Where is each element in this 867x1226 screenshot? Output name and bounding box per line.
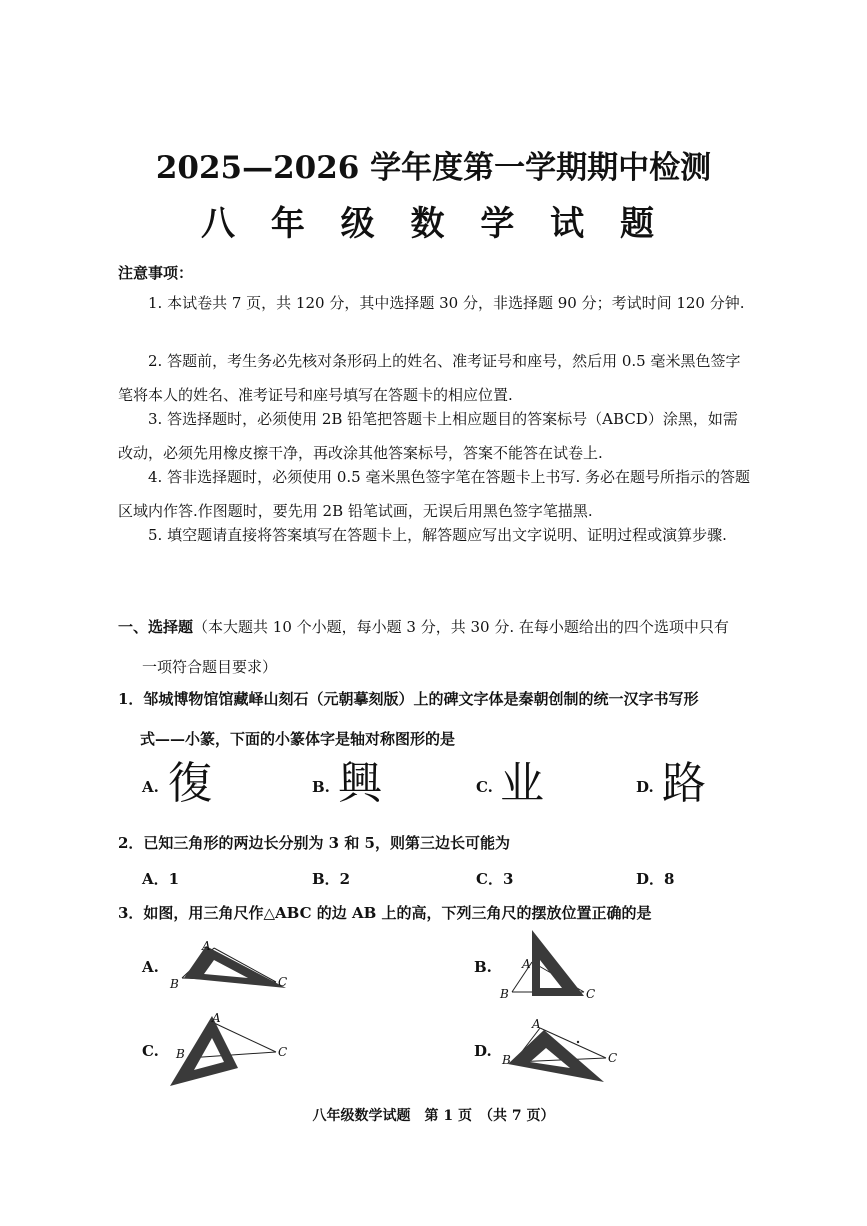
seal-glyph: 业 bbox=[500, 758, 544, 809]
vertex-label: B bbox=[176, 1047, 185, 1061]
vertex-label: A bbox=[532, 1017, 541, 1031]
notice-item: 3. 答选择题时，必须使用 2B 铅笔把答题卡上相应题目的答案标号（ABCD）涂黑，如需改动，必须先用橡皮擦干净，再改涂其他答案标号，答案不能答在试卷上. bbox=[118, 410, 738, 462]
option-label: A. bbox=[142, 958, 159, 976]
question-text-cont: 式——小篆，下面的小篆体字是轴对称图形的是 bbox=[140, 730, 456, 748]
vertex-label: A bbox=[522, 957, 531, 971]
section-desc: （本大题共 10 个小题，每小题 3 分，共 30 分. 在每小题给出的四个选项中只有 bbox=[193, 618, 729, 636]
option-label: D. bbox=[474, 1042, 492, 1060]
section-title: 一、选择题 bbox=[118, 618, 194, 636]
question-text: 3．如图，用三角尺作△ABC 的边 AB 上的高，下列三角尺的摆放位置正确的是 bbox=[118, 904, 652, 922]
seal-glyph: 興 bbox=[338, 758, 382, 809]
page-footer: 八年级数学试题 第 1 页 （共 7 页） bbox=[312, 1108, 555, 1124]
exam-title: 2025—2026 学年度第一学期期中检测 bbox=[155, 150, 712, 186]
section-desc-cont: 一项符合题目要求） bbox=[142, 658, 278, 676]
vertex-label: B bbox=[502, 1053, 511, 1067]
question-text: 1．邹城博物馆馆藏峄山刻石（元朝摹刻版）上的碑文字体是秦朝创制的统一汉字书写形 bbox=[118, 690, 699, 708]
option-label: D. bbox=[636, 778, 654, 796]
option-label: A. bbox=[142, 778, 159, 796]
option-label: B. bbox=[474, 958, 492, 976]
notice-item: 1. 本试卷共 7 页，共 120 分，其中选择题 30 分，非选择题 90 分；考试时间 120 分钟. bbox=[148, 294, 745, 312]
notice-item: 2. 答题前，考生务必先核对条形码上的姓名、准考证号和座号，然后用 0.5 毫米黑色签字笔将本人的姓名、准考证号和座号填写在答题卡的相应位置. bbox=[118, 352, 741, 404]
option-b: B．2 bbox=[312, 870, 351, 888]
vertex-label: C bbox=[278, 975, 288, 989]
notice-item: 4. 答非选择题时，必须使用 0.5 毫米黑色签字笔在答题卡上书写. 务必在题号所指示的答题区域内作答.作图题时，要先用 2B 铅笔试画，无误后用黑色签字笔描黑. bbox=[118, 468, 751, 520]
vertex-label: C bbox=[608, 1051, 618, 1065]
vertex-label: B bbox=[170, 977, 179, 991]
vertex-label: C bbox=[586, 987, 596, 1001]
option-label: C. bbox=[476, 778, 493, 796]
notice-heading: 注意事项： bbox=[118, 264, 194, 282]
seal-glyph: 路 bbox=[662, 758, 706, 809]
vertex-label: C bbox=[278, 1045, 288, 1059]
exam-subtitle: 八 年 级 数 学 试 题 bbox=[200, 204, 667, 244]
option-d: D．8 bbox=[636, 870, 675, 888]
option-label: C. bbox=[142, 1042, 159, 1060]
question-text: 2．已知三角形的两边长分别为 3 和 5，则第三边长可能为 bbox=[118, 834, 510, 852]
notice-item: 5. 填空题请直接将答案填写在答题卡上，解答题应写出文字说明、证明过程或演算步骤. bbox=[148, 526, 727, 544]
option-a: A．1 bbox=[142, 870, 180, 888]
option-c: C．3 bbox=[476, 870, 514, 888]
vertex-label: B bbox=[500, 987, 509, 1001]
vertex-label: A bbox=[202, 939, 211, 953]
vertex-label: A bbox=[212, 1011, 221, 1025]
seal-glyph: 復 bbox=[168, 758, 212, 809]
option-label: B. bbox=[312, 778, 330, 796]
